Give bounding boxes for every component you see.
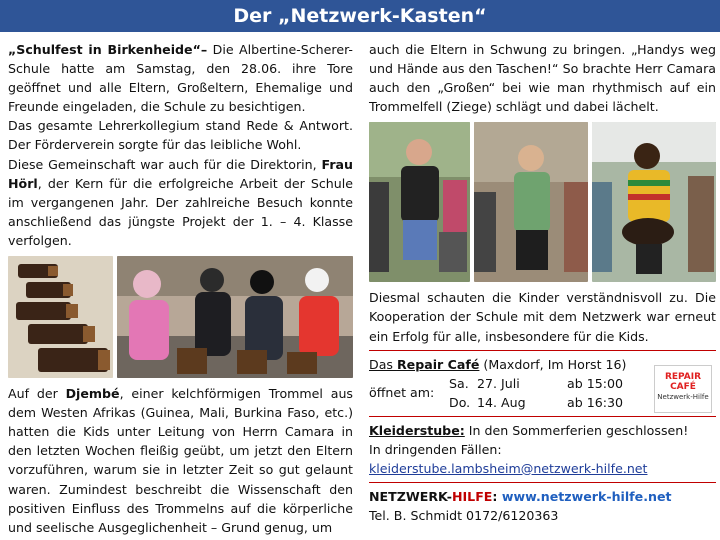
page-title: Der „Netzwerk-Kasten“ <box>0 0 720 32</box>
drummer-camara-image <box>592 122 716 282</box>
date-2-day: Do. <box>449 394 471 410</box>
repair-cafe-box <box>369 355 716 412</box>
logo-line-1: REPAIR <box>664 371 702 382</box>
logo-line-2: CAFÉ <box>670 381 696 392</box>
website-link[interactable]: www.netzwerk-hilfe.net <box>501 488 672 504</box>
divider-2 <box>369 416 716 417</box>
article-paragraph-2: Das gesamte Lehrerkollegium stand Rede & Antwort. Der Förderverein sorgte für das leibliche Wohl. <box>8 118 353 153</box>
kleiderstube-box <box>369 421 716 478</box>
footer-brand <box>369 487 716 506</box>
repair-cafe-logo <box>654 365 712 413</box>
p3-post: , der Kern für die erfolgreiche Arbeit der Schule im vergangenen Jahr. Der zahlreiche Besuch konnte anschließend das jüngste Projekt der 1. – 4. Klasse verfolgen. <box>8 175 353 248</box>
photo-row-left <box>8 256 353 378</box>
cafe-opens-label: öffnet am: <box>369 385 435 401</box>
kleiderstube-heading <box>369 421 716 440</box>
p3-pre: Diese Gemeinschaft war auch für die Direktorin, <box>8 156 322 172</box>
date-1-day: Sa. <box>449 375 469 391</box>
parents-shouting-photo <box>369 122 470 282</box>
kleiderstube-email-link[interactable]: kleiderstube.lambsheim@netzwerk-hilfe.net <box>369 460 648 476</box>
date-1-date: 27. Juli <box>477 375 520 391</box>
phone-contact: Tel. B. Schmidt 0172/6120363 <box>369 507 559 523</box>
article-paragraph-3 <box>8 155 353 250</box>
director-name: Frau Hörl <box>8 156 353 191</box>
article-intro-text: Die Albertine-Scherer-Schule hatte am Samstag, den 28.06. ihre Tore geöffnet und alle Eltern, Großeltern, Ehemalige und Freunde eingeladen, die Schule zu besichtigen. <box>8 42 353 115</box>
photo-row-right <box>369 122 716 282</box>
brand-part-1: NETZWERK- <box>369 488 452 504</box>
article-intro <box>8 40 353 116</box>
woman-singing-image <box>474 122 588 282</box>
kleiderstube-title: Kleiderstube: <box>369 422 465 438</box>
p4-pre: Auf der <box>8 386 66 402</box>
article-continued: auch die Eltern in Schwung zu bringen. „Handys weg und Hände aus den Taschen!“ So brachte Herr Camara auch den „Großen“ bei wie man rhythmisch auf ein Trommelfell (Ziege) schlägt und dabei lächelt. <box>369 42 716 115</box>
left-column <box>8 40 353 537</box>
children-drumming-image <box>117 256 353 378</box>
logo-line-3: Netzwerk-Hilfe <box>657 392 709 401</box>
divider-1 <box>369 350 716 351</box>
djembe-drums-photo <box>8 256 113 378</box>
kleiderstube-text: In den Sommerferien geschlossen! <box>464 422 689 438</box>
footer-contact <box>369 487 716 525</box>
article-headline: „Schulfest in Birkenheide“– <box>8 42 208 57</box>
date-1-time: ab 15:00 <box>567 375 624 391</box>
kleiderstube-note: In dringenden Fällen: <box>369 441 502 457</box>
brand-part-2: HILFE <box>451 488 493 504</box>
article-paragraph-4 <box>8 384 353 537</box>
djembe-drums-image <box>8 256 113 378</box>
date-2-time: ab 16:30 <box>567 394 624 410</box>
date-2-date: 14. Aug <box>477 394 526 410</box>
brand-sep: : <box>492 488 502 504</box>
cafe-name: Repair Café <box>396 356 480 372</box>
woman-singing-photo <box>474 122 588 282</box>
parents-shouting-image <box>369 122 470 282</box>
children-drumming-photo <box>117 256 353 378</box>
drummer-camara-photo <box>592 122 716 282</box>
article-conclusion: Diesmal schauten die Kinder verständnisvoll zu. Die Kooperation der Schule mit dem Netzwerk war erneut ein Erfolg für alle, insbesondere für die Kids. <box>369 290 716 344</box>
p4-post: , einer kelchförmigen Trommel aus dem Westen Afrikas (Guinea, Mali, Burkina Faso, etc.) hatten die Kids unter Leitung von Herrn Camara in den letzten Wochen fleißig geübt, um jetzt den Eltern vorzuführen, warum sie in letzter Zeit so gut gelaunt waren. Zumindest beschreibt die Wissenschaft den positiven Einfluss des Trommelns auf die körperliche und seelische Ausgeglichenheit – Grund genug, um <box>8 386 353 535</box>
cafe-location: (Maxdorf, Im Horst 16) <box>479 356 627 372</box>
divider-3 <box>369 482 716 483</box>
cafe-pre: Das <box>369 356 397 372</box>
djembe-term: Djembé <box>65 386 120 402</box>
right-column <box>369 40 716 525</box>
